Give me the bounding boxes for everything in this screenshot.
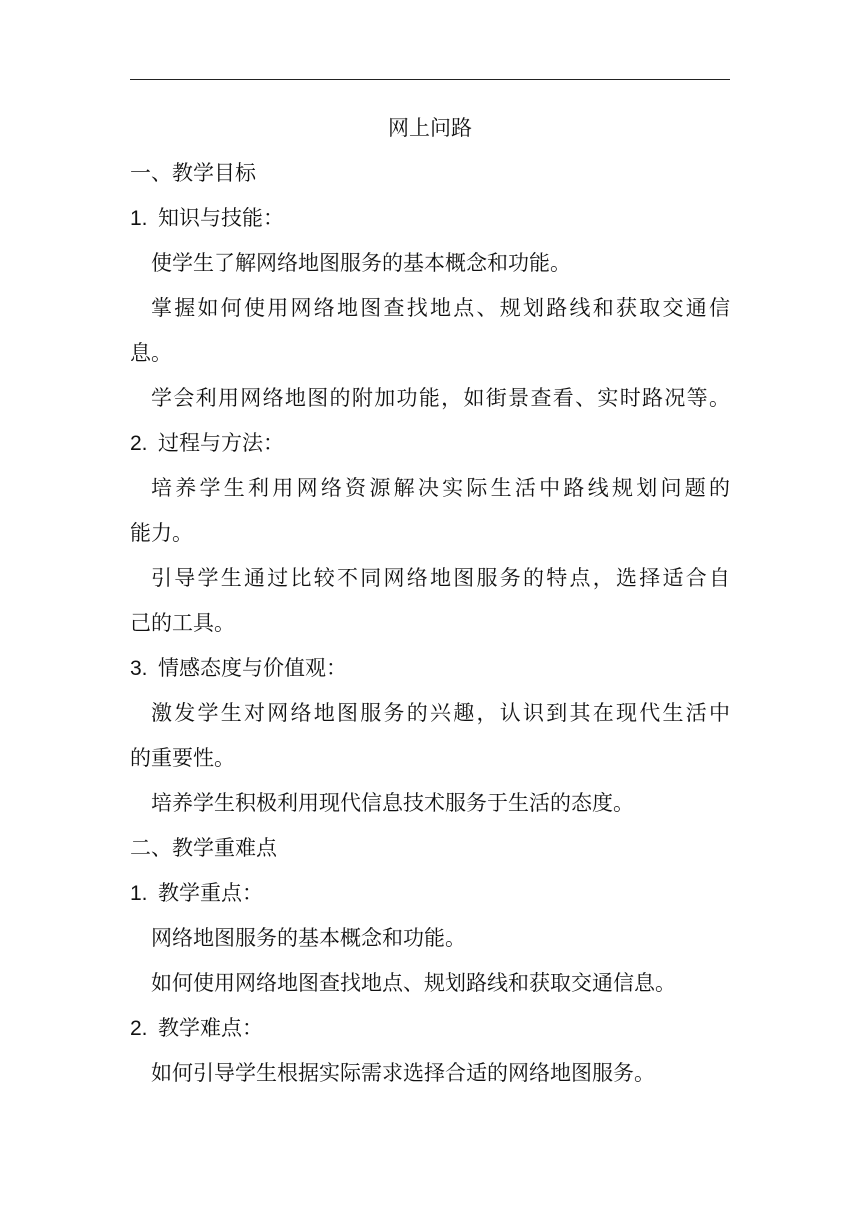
subsection-number: 1. [130, 207, 148, 230]
section-heading: 一、教学目标 [130, 161, 256, 185]
subsection-number: 3. [130, 657, 148, 680]
paragraph: 如何使用网络地图查找地点、规划路线和获取交通信息。 [151, 971, 676, 995]
paragraph-line: 的重要性。 [130, 746, 235, 770]
paragraph: 使学生了解网络地图服务的基本概念和功能。 [151, 251, 571, 275]
subsection-heading [130, 196, 730, 241]
subsection-number: 1. [130, 882, 148, 905]
subsection-label: 情感态度与价值观： [158, 656, 347, 680]
subsection-label: 过程与方法： [158, 431, 284, 455]
subsection-label: 知识与技能： [158, 206, 284, 230]
paragraph-line: 培养学生利用网络资源解决实际生活中路线规划问题的 [151, 476, 730, 500]
paragraph-line: 引导学生通过比较不同网络地图服务的特点，选择适合自 [151, 566, 730, 590]
subsection-number: 2. [130, 1017, 148, 1040]
paragraph: 学会利用网络地图的附加功能，如街景查看、实时路况等。 [151, 386, 730, 410]
subsection-heading [130, 421, 730, 466]
header-rule [130, 79, 730, 80]
paragraph: 如何引导学生根据实际需求选择合适的网络地图服务。 [151, 1061, 655, 1085]
paragraph-line: 掌握如何使用网络地图查找地点、规划路线和获取交通信 [151, 296, 730, 320]
document-title: 网上问路 [388, 116, 472, 140]
subsection-label: 教学难点： [158, 1016, 263, 1040]
subsection-heading [130, 646, 730, 691]
paragraph-line: 能力。 [130, 521, 193, 545]
paragraph-line: 息。 [130, 341, 172, 365]
paragraph: 培养学生积极利用现代信息技术服务于生活的态度。 [151, 791, 634, 815]
paragraph-line: 己的工具。 [130, 611, 235, 635]
section-heading: 二、教学重难点 [130, 836, 277, 860]
paragraph-line: 激发学生对网络地图服务的兴趣，认识到其在现代生活中 [151, 701, 730, 725]
paragraph: 网络地图服务的基本概念和功能。 [151, 926, 466, 950]
subsection-number: 2. [130, 432, 148, 455]
document-body [130, 106, 730, 1096]
subsection-label: 教学重点： [158, 881, 263, 905]
subsection-heading [130, 871, 730, 916]
subsection-heading [130, 1006, 730, 1051]
